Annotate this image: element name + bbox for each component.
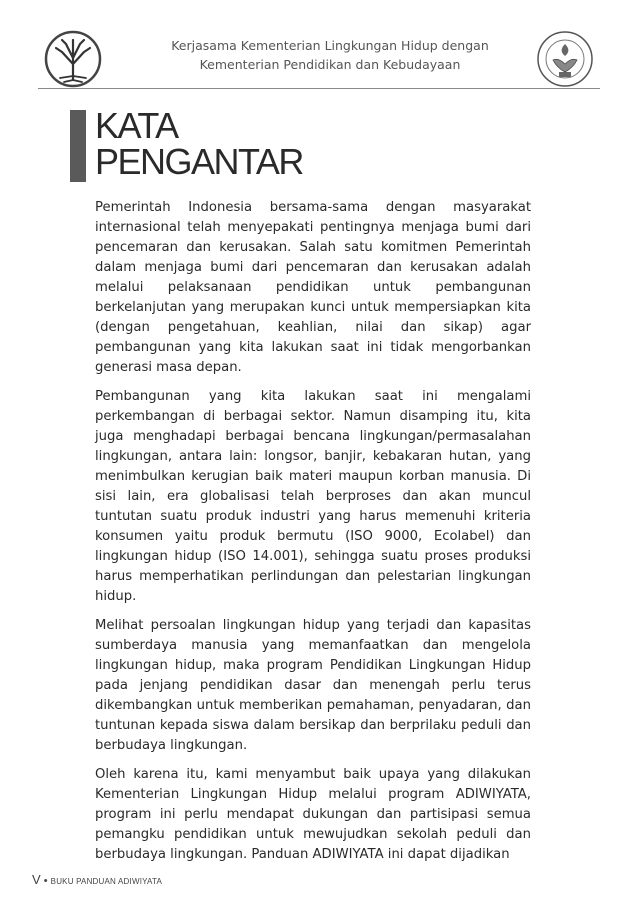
header-divider [38, 88, 600, 89]
page-title [95, 105, 303, 182]
header-line-2: Kementerian Pendidikan dan Kebudayaan [199, 57, 461, 72]
title-accent-bar [70, 110, 86, 182]
header-caption [120, 36, 540, 74]
body-text [95, 198, 531, 874]
paragraph-2: Pembangunan yang kita lakukan saat ini mengalami perkembangan di berbagai sektor. Namun disamping itu, kita juga menghadapi berbagai bencana lingkungan/permasalahan lingkungan, antara lain: longsor, banjir, kebakaran hutan, yang menimbulkan kerugian baik materi maupun korban manusia. Di sisi lain, era globalisasi telah berproses dan akan muncul tuntutan suatu produk industri yang harus memenuhi kriteria konsumen yaitu produk bermutu (ISO 9000, Ecolabel) dan lingkungan hidup (ISO 14.001), sehingga suatu proses produksi harus memperhatikan perlindungan dan pelestarian lingkungan hidup. [95, 389, 531, 604]
page-footer [32, 872, 162, 887]
book-title: BUKU PANDUAN ADIWIYATA [50, 877, 163, 886]
page-number: V [32, 872, 41, 887]
title-line-1: KATA [95, 105, 178, 146]
title-line-2: PENGANTAR [95, 141, 303, 182]
tree-logo-icon [44, 30, 102, 88]
paragraph-1: Pemerintah Indonesia bersama-sama dengan masyarakat internasional telah menyepakati pentingnya menjaga bumi dari pencemaran dan kerusakan. Salah satu komitmen Pemerintah dalam menjaga bumi dari pencemaran dan kerusakan adalah melalui pelaksanaan pendidikan untuk pembangunan berkelanjutan yang merupakan kunci untuk mempersiapkan kita (dengan pengetahuan, keahlian, nilai dan sikap) agar pembangunan yang kita lakukan saat ini tidak mengorbankan generasi masa depan. [95, 200, 531, 375]
tut-wuri-handayani-emblem-icon [536, 30, 594, 88]
paragraph-4: Oleh karena itu, kami menyambut baik upaya yang dilakukan Kementerian Lingkungan Hidup melalui program ADIWIYATA, program ini perlu mendapat dukungan dan partisipasi semua pemangku pendidikan untuk mewujudkan sekolah peduli dan berbudaya lingkungan. Panduan ADIWIYATA ini dapat dijadikan [95, 767, 531, 862]
header-line-1: Kerjasama Kementerian Lingkungan Hidup dengan [171, 38, 489, 53]
footer-separator: • [43, 875, 48, 887]
paragraph-3: Melihat persoalan lingkungan hidup yang terjadi dan kapasitas sumberdaya manusia yang memanfaatkan dan mengelola lingkungan hidup, maka program Pendidikan Lingkungan Hidup pada jenjang pendidikan dasar dan menengah perlu terus dikembangkan untuk memberikan pemahaman, penyadaran, dan tuntunan kepada siswa dalam bersikap dan berprilaku peduli dan berbudaya lingkungan. [95, 618, 531, 753]
